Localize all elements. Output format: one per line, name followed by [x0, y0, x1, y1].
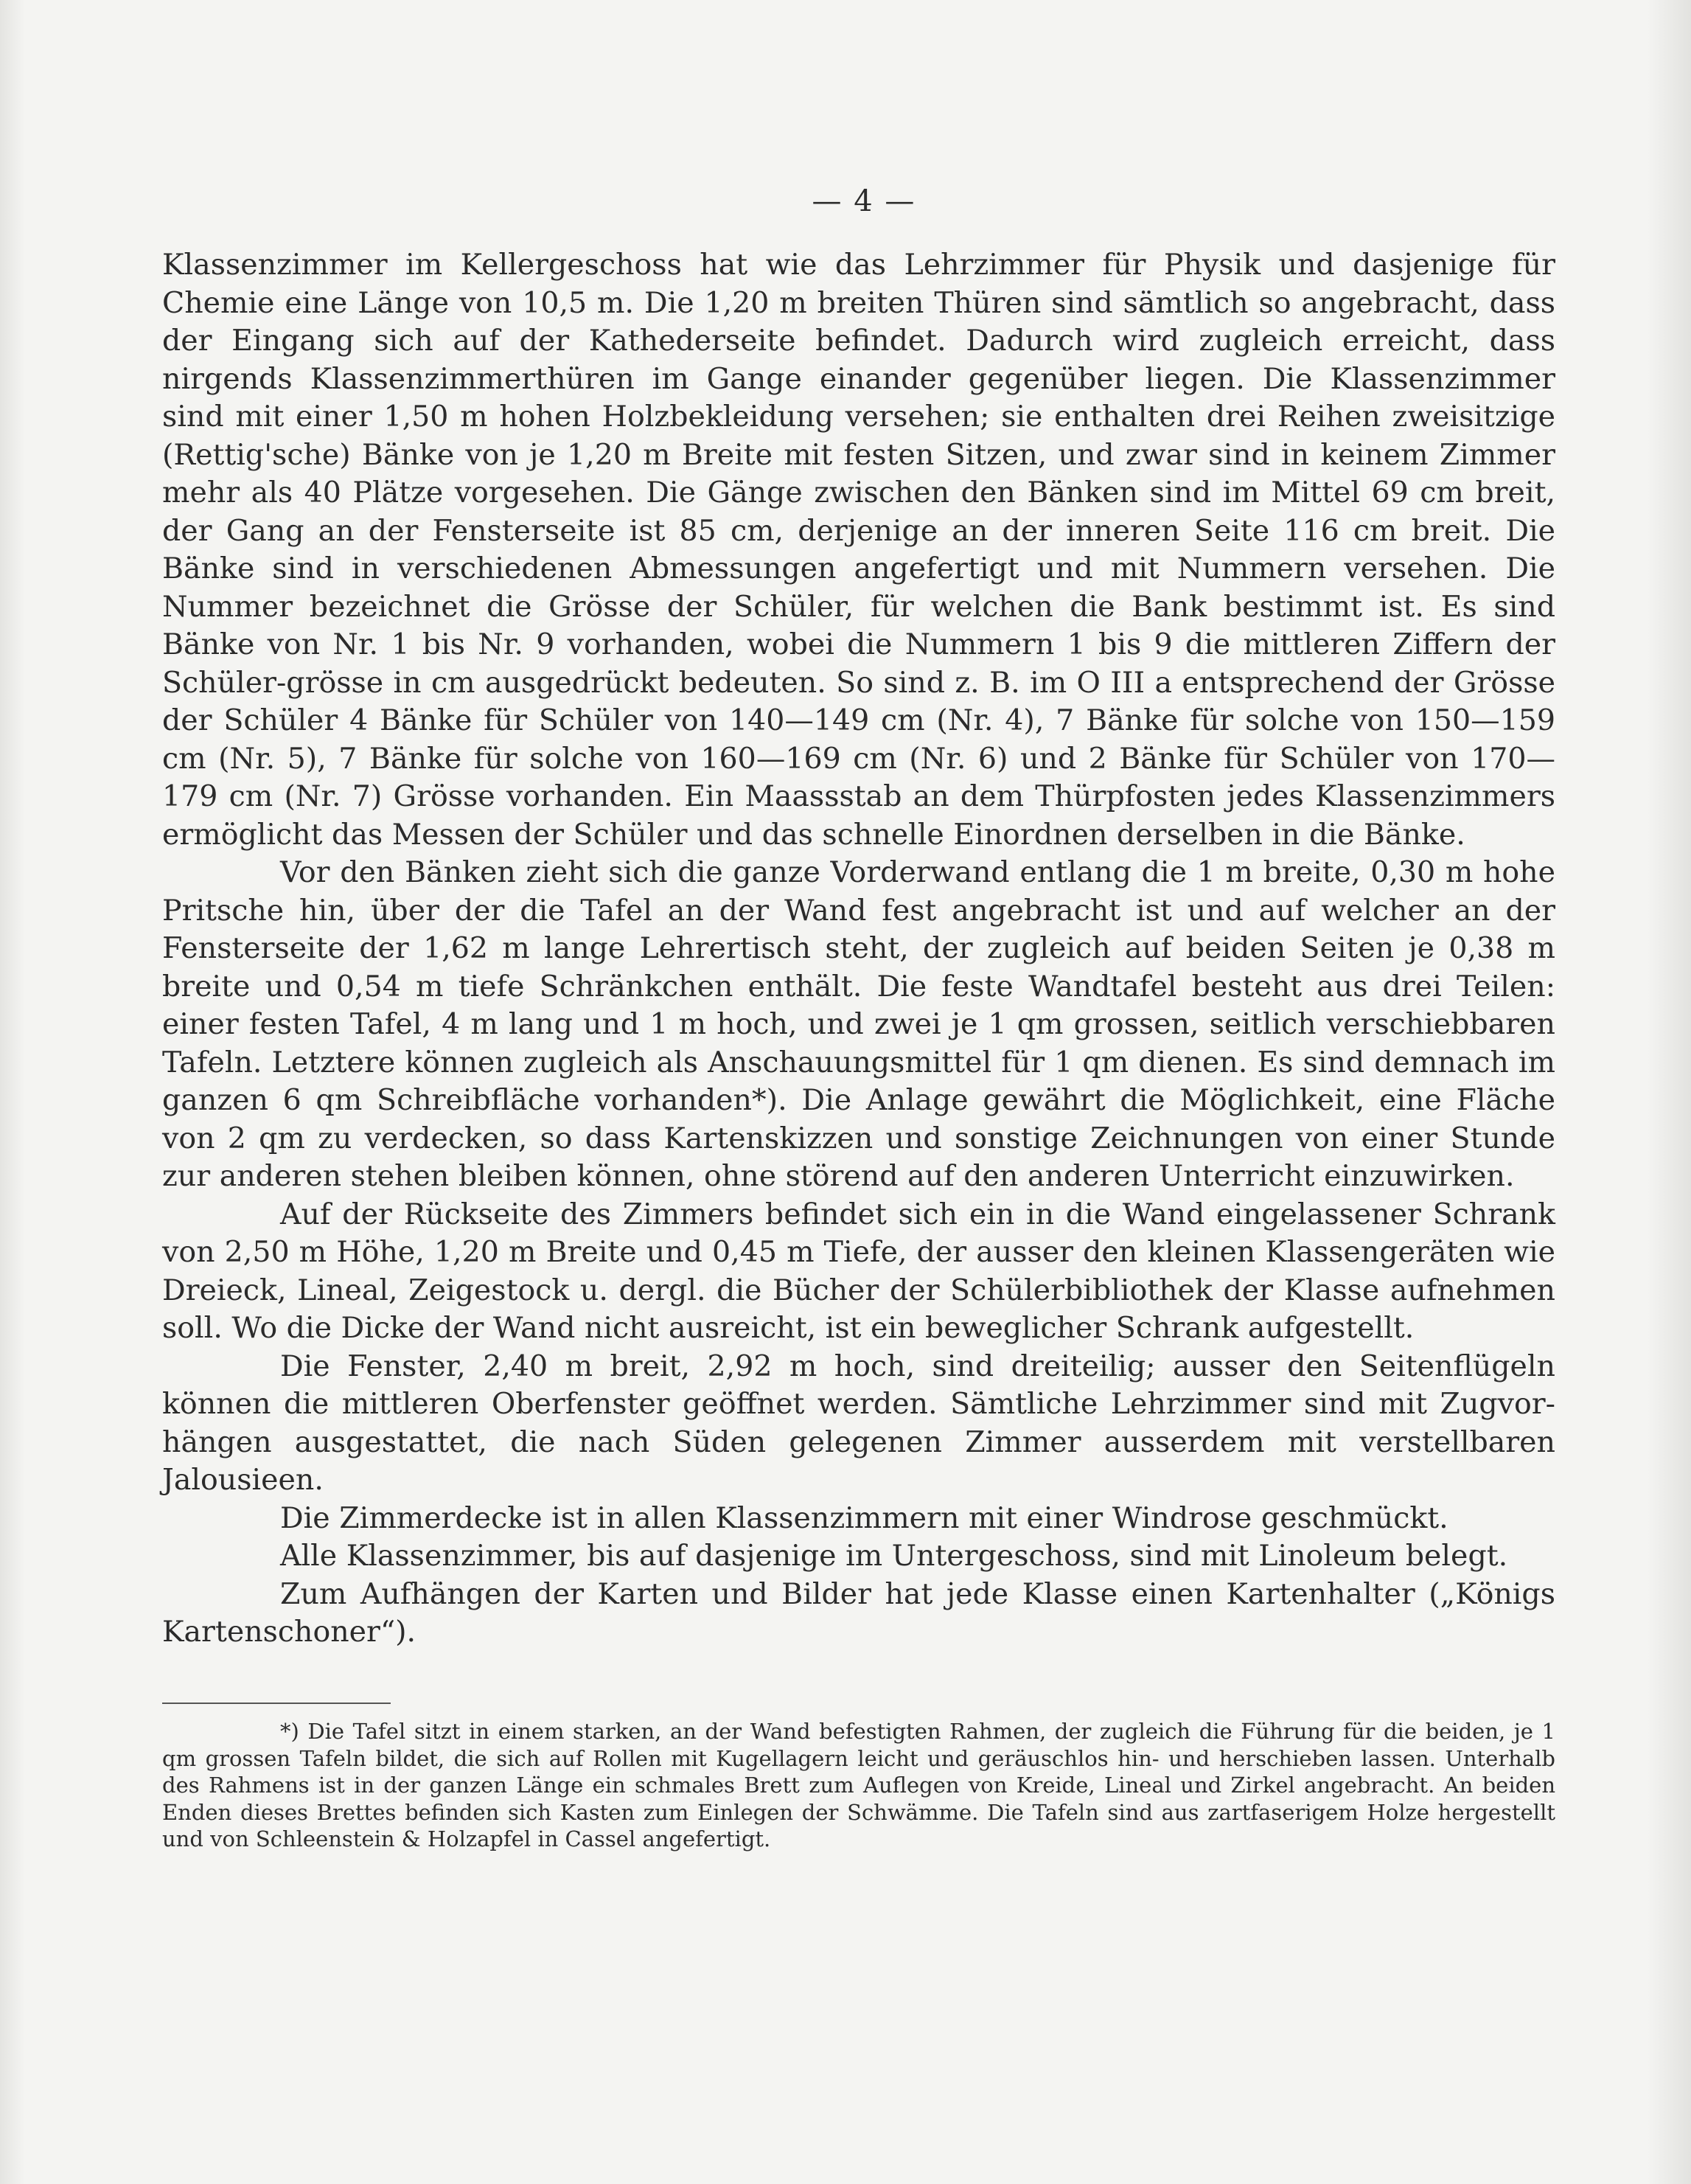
- footnote-text: *) Die Tafel sitzt in einem starken, an der Wand befestigten Rahmen, der zugleich die Führung für die beiden, je 1 qm grossen Tafeln bildet, die sich auf Rollen mit Kugellagern leicht und geräuschlos hin- und herschieben lassen. Unterhalb des Rahmens ist in der ganzen Länge ein schmales Brett zum Auflegen von Kreide, Lineal und Zirkel angebracht. An beiden Enden dieses Brettes befinden sich Kasten zum Einlegen der Schwämme. Die Tafeln sind aus zartfaserigem Holze hergestellt und von Schleenstein & Holzapfel in Cassel angefertigt.: [162, 1719, 1555, 1851]
- page-edge-right: [1647, 0, 1691, 2184]
- paragraph-windows: Die Fenster, 2,40 m breit, 2,92 m hoch, sind dreiteilig; ausser den Seitenflügeln können die mittleren Oberfenster geöffnet werden. Sämtliche Lehrzimmer sind mit Zugvor-hängen ausgestattet, die nach Süden gelegenen Zimmer ausserdem mit verstellbaren Jalousieen.: [162, 1349, 1555, 1497]
- paragraph-ceiling: Die Zimmerdecke ist in allen Klassenzimmern mit einer Windrose geschmückt.: [280, 1500, 1448, 1535]
- paragraph-map-holder: Zum Aufhängen der Karten und Bilder hat jede Klasse einen Kartenhalter („Königs Kartenschoner“).: [162, 1576, 1555, 1649]
- footnote-divider: [162, 1703, 391, 1704]
- paragraph-cupboard: Auf der Rückseite des Zimmers befindet sich ein in die Wand eingelassener Schrank von 2,50 m Höhe, 1,20 m Breite und 0,45 m Tiefe, der ausser den kleinen Klassengeräten wie Dreieck, Lineal, Zeigestock u. dergl. die Bücher der Schülerbibliothek der Klasse aufnehmen soll. Wo die Dicke der Wand nicht ausreicht, ist ein beweglicher Schrank aufgestellt.: [162, 1197, 1555, 1345]
- page-edge-left: [0, 0, 25, 2184]
- paragraph-classrooms: Klassenzimmer im Kellergeschoss hat wie das Lehrzimmer für Physik und dasjenige für Chemie eine Länge von 10,5 m. Die 1,20 m breiten Thüren sind sämtlich so angebracht, dass der Eingang sich auf der Kathederseite befindet. Dadurch wird zugleich erreicht, dass nirgends Klassenzimmerthüren im Gange einander gegenüber liegen. Die Klassenzimmer sind mit einer 1,50 m hohen Holzbekleidung versehen; sie enthalten drei Reihen zweisitzige (Rettig'sche) Bänke von je 1,20 m Breite mit festen Sitzen, und zwar sind in keinem Zimmer mehr als 40 Plätze vorgesehen. Die Gänge zwischen den Bänken sind im Mittel 69 cm breit, der Gang an der Fensterseite ist 85 cm, derjenige an der inneren Seite 116 cm breit. Die Bänke sind in verschiedenen Abmessungen angefertigt und mit Nummern versehen. Die Nummer bezeichnet die Grösse der Schüler, für welchen die Bank bestimmt ist. Es sind Bänke von Nr. 1 bis Nr. 9 vorhanden, wobei die Nummern 1 bis 9 die mittleren Ziffern der Schüler-grösse in cm ausgedrückt bedeuten. So sind z. B. im O III a entsprechend der Grösse der Schüler 4 Bänke für Schüler von 140—149 cm (Nr. 4), 7 Bänke für solche von 150—159 cm (Nr. 5), 7 Bänke für solche von 160—169 cm (Nr. 6) und 2 Bänke für Schüler von 170—179 cm (Nr. 7) Grösse vorhanden. Ein Maassstab an dem Thürpfosten jedes Klassenzimmers ermöglicht das Messen der Schüler und das schnelle Einordnen derselben in die Bänke.: [162, 248, 1555, 852]
- page-number: — 4 —: [812, 184, 916, 218]
- paragraph-linoleum: Alle Klassenzimmer, bis auf dasjenige im Untergeschoss, sind mit Linoleum belegt.: [280, 1539, 1508, 1573]
- paragraph-blackboard: Vor den Bänken zieht sich die ganze Vorderwand entlang die 1 m breite, 0,30 m hohe Pritsche hin, über der die Tafel an der Wand fest angebracht ist und auf welcher an der Fensterseite der 1,62 m lange Lehrertisch steht, der zugleich auf beiden Seiten je 0,38 m breite und 0,54 m tiefe Schränkchen enthält. Die feste Wandtafel besteht aus drei Teilen: einer festen Tafel, 4 m lang und 1 m hoch, und zwei je 1 qm grossen, seitlich verschiebbaren Tafeln. Letztere können zugleich als Anschauungsmittel für 1 qm dienen. Es sind demnach im ganzen 6 qm Schreibfläche vorhanden*). Die Anlage gewährt die Möglichkeit, eine Fläche von 2 qm zu verdecken, so dass Kartenskizzen und sonstige Zeichnungen von einer Stunde zur anderen stehen bleiben können, ohne störend auf den anderen Unterricht einzuwirken.: [162, 855, 1555, 1193]
- body-text: [162, 246, 1555, 1652]
- footnote: [162, 1718, 1555, 1853]
